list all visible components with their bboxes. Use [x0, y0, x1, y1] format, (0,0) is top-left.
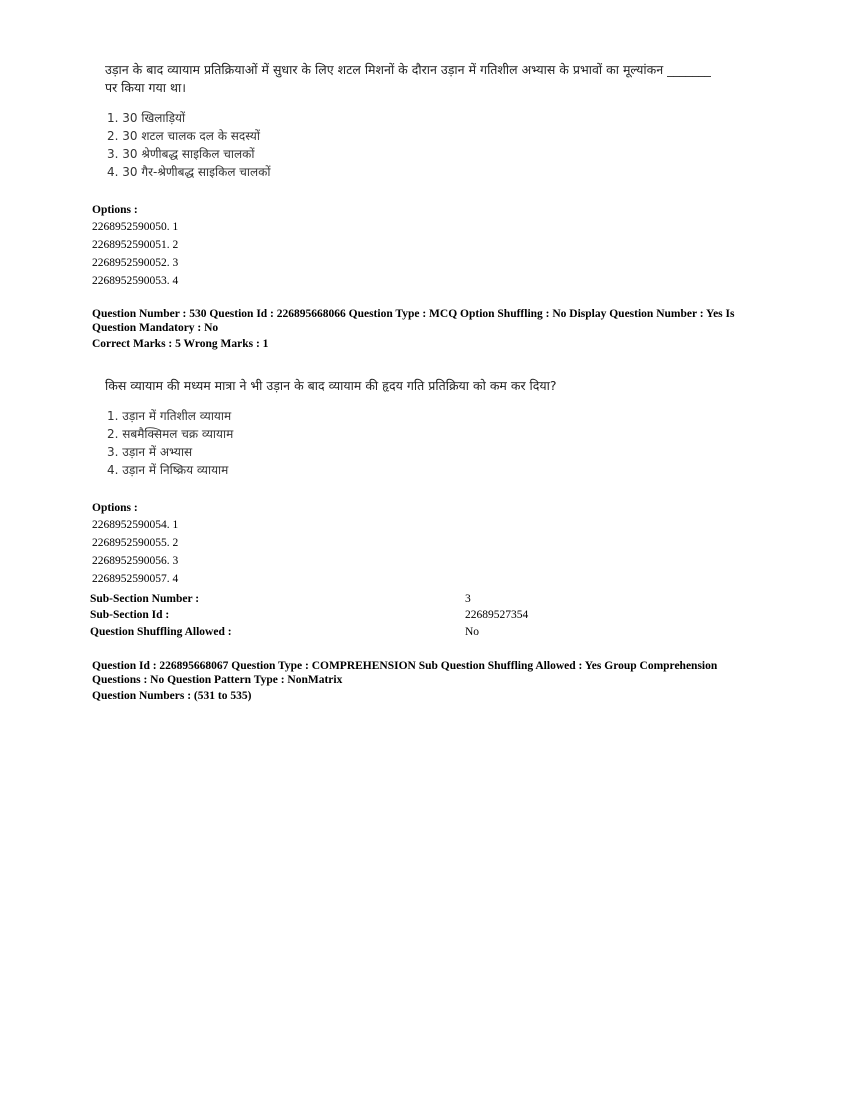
- question-530-stem: किस व्यायाम की मध्यम मात्रा ने भी उड़ान के बाद व्यायाम की हृदय गति प्रतिक्रिया को कम कर दिया?: [105, 378, 557, 393]
- question-529-stem-line2: पर किया गया था।: [105, 80, 186, 95]
- options-label: Options :: [92, 502, 138, 514]
- choice-4: 4. उड़ान में निष्क्रिय व्यायाम: [107, 463, 229, 477]
- choice-4: 4. 30 गैर-श्रेणीबद्ध साइकिल चालकों: [107, 165, 271, 179]
- comprehension-header: [92, 659, 792, 703]
- options-label: Options :: [92, 204, 138, 216]
- question-529-stem: [105, 61, 745, 97]
- choice-3: 3. 30 श्रेणीबद्ध साइकिल चालकों: [107, 147, 255, 161]
- option-id-row: 2268952590050. 1: [92, 221, 179, 233]
- question-530-option-ids: [92, 516, 178, 588]
- question-shuffling-value: No: [465, 626, 480, 638]
- option-id-row: 2268952590052. 3: [92, 257, 179, 269]
- comprehension-meta-line2: Questions : No Question Pattern Type : NonMatrix: [92, 674, 343, 686]
- question-530-marks: Correct Marks : 5 Wrong Marks : 1: [92, 338, 269, 350]
- option-id-row: 2268952590057. 4: [92, 573, 179, 585]
- question-shuffling-label: Question Shuffling Allowed :: [90, 626, 232, 638]
- question-530-meta-line1: Question Number : 530 Question Id : 226895668066 Question Type : MCQ Option Shuffling : No Display Question Number : Yes Is: [92, 308, 735, 320]
- option-id-row: 2268952590054. 1: [92, 519, 179, 531]
- question-530-header: [92, 307, 792, 351]
- option-id-row: 2268952590056. 3: [92, 555, 179, 567]
- option-id-row: 2268952590053. 4: [92, 275, 179, 287]
- choice-2: 2. 30 शटल चालक दल के सदस्यों: [107, 129, 260, 143]
- choice-3: 3. उड़ान में अभ्यास: [107, 445, 193, 459]
- choice-2: 2. सबमैक्सिमल चक्र व्यायाम: [107, 427, 234, 441]
- choice-1: 1. उड़ान में गतिशील व्यायाम: [107, 409, 232, 423]
- choice-1: 1. 30 खिलाड़ियों: [107, 111, 186, 125]
- question-529-option-ids: [92, 218, 178, 290]
- subsection-number-label: Sub-Section Number :: [90, 593, 200, 605]
- option-id-row: 2268952590055. 2: [92, 537, 179, 549]
- comprehension-meta-line1: Question Id : 226895668067 Question Type : COMPREHENSION Sub Question Shuffling Allowed : Yes Group Comprehension: [92, 660, 718, 672]
- question-529-stem-line1: उड़ान के बाद व्यायाम प्रतिक्रियाओं में सुधार के लिए शटल मिशनों के दौरान उड़ान में गतिशील अभ्यास के प्रभावों का मूल्यांकन _______: [105, 62, 711, 77]
- subsection-id-value: 22689527354: [465, 609, 529, 621]
- subsection-number-value: 3: [465, 593, 471, 605]
- question-530-choices: [107, 407, 233, 479]
- comprehension-question-numbers: Question Numbers : (531 to 535): [92, 690, 252, 702]
- question-529-choices: [107, 109, 270, 181]
- option-id-row: 2268952590051. 2: [92, 239, 179, 251]
- question-530-meta-line2: Question Mandatory : No: [92, 322, 219, 334]
- subsection-info: [90, 592, 690, 641]
- subsection-id-label: Sub-Section Id :: [90, 609, 170, 621]
